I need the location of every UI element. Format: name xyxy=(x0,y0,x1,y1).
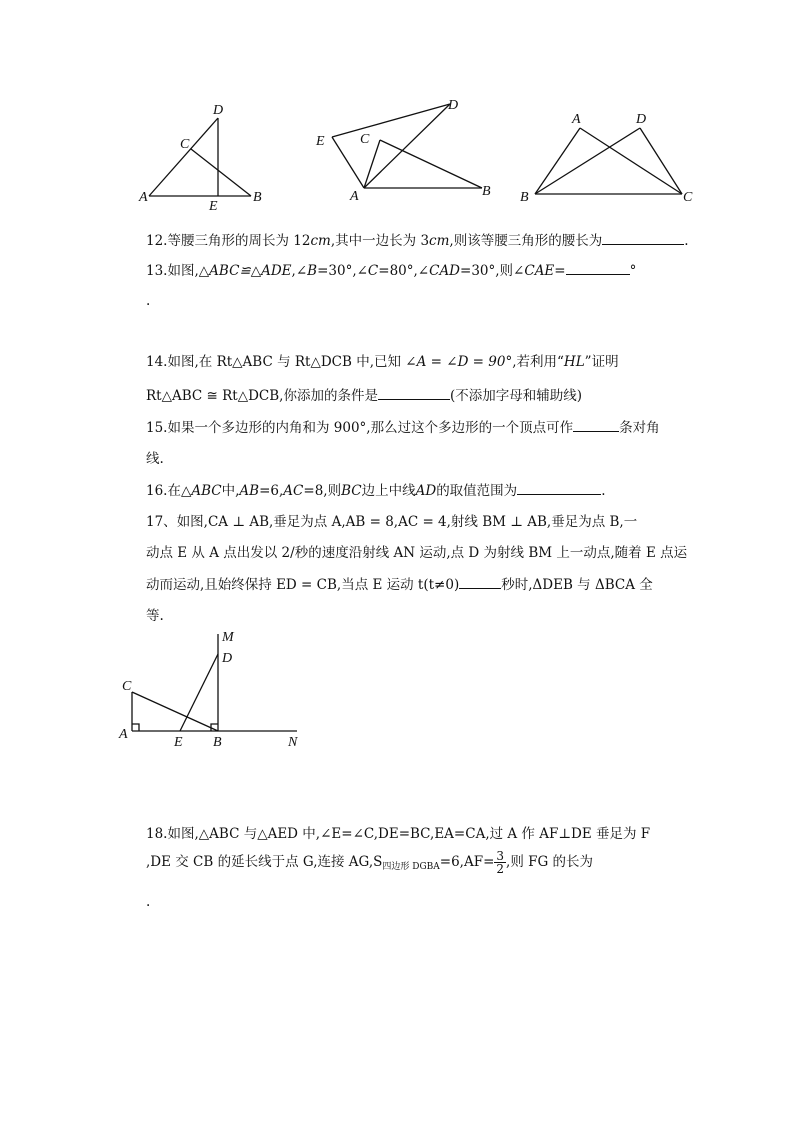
fig17-label-D: D xyxy=(222,651,233,666)
question-14-line2: Rt△ABC ≅ Rt△DCB,你添加的条件是 (不添加字母和辅助线) xyxy=(146,388,582,404)
fig2-label-E: E xyxy=(316,134,325,149)
q12-number: 12. xyxy=(146,233,168,249)
q13-number: 13. xyxy=(146,263,168,279)
fig3-label-C: C xyxy=(683,190,693,205)
fig2-label-A: A xyxy=(350,189,359,204)
question-14: 14.如图,在 Rt△ABC 与 Rt△DCB 中,已知 ∠A = ∠D = 90°,若利用“HL”证明 xyxy=(146,354,619,370)
question-13: 13.如图,△ABC≌△ADE,∠B=30°,∠C=80°,∠CAD=30°,则∠CAE= ° xyxy=(146,263,637,279)
question-15-line2: 线. xyxy=(146,451,164,467)
question-17-line2: 动点 E 从 A 点出发以 2/秒的速度沿射线 AN 运动,点 D 为射线 BM 上一动点,随着 E 点运 xyxy=(146,545,688,561)
q13-answer-blank[interactable] xyxy=(566,262,630,275)
q16-answer-blank[interactable] xyxy=(517,482,601,495)
fig17-label-A: A xyxy=(119,727,128,742)
fig1-label-A: A xyxy=(139,190,148,205)
fig17-label-M: M xyxy=(222,630,234,645)
fig17-label-C: C xyxy=(122,679,132,694)
question-18-line3: . xyxy=(146,894,151,910)
question-17-line3: 动而运动,且始终保持 ED = CB,当点 E 运动 t(t≠0) 秒时,ΔDEB 与 ΔBCA 全 xyxy=(146,577,653,593)
q12-answer-blank[interactable] xyxy=(602,232,684,245)
q15-number: 15. xyxy=(146,420,168,436)
fig17-label-N: N xyxy=(288,735,298,750)
figure-2 xyxy=(312,92,502,207)
fig1-label-D: D xyxy=(213,103,224,118)
fig3-label-B: B xyxy=(520,190,529,205)
fig2-label-C: C xyxy=(360,132,370,147)
figure-17 xyxy=(112,628,312,750)
figure-3 xyxy=(512,105,702,210)
fraction-3-over-2: $\frac{3}{2}$ xyxy=(496,849,505,876)
figure-1 xyxy=(136,100,276,215)
q17-answer-blank[interactable] xyxy=(459,576,501,589)
q17-number: 17、 xyxy=(146,514,177,530)
fig3-label-A: A xyxy=(572,112,581,127)
question-17: 17、如图,CA ⊥ AB,垂足为点 A,AB = 8,AC = 4,射线 BM ⊥ AB,垂足为点 B,一 xyxy=(146,514,638,530)
question-15: 15.如果一个多边形的内角和为 900°,那么过这个多边形的一个顶点可作 条对角 xyxy=(146,420,660,436)
fig1-label-B: B xyxy=(253,190,262,205)
fig17-label-B: B xyxy=(213,735,222,750)
fig2-label-B: B xyxy=(482,184,491,199)
q15-answer-blank[interactable] xyxy=(573,419,619,432)
q14-answer-blank[interactable] xyxy=(378,387,450,400)
fig3-label-D: D xyxy=(636,112,647,127)
fig1-label-C: C xyxy=(180,137,190,152)
q16-number: 16. xyxy=(146,483,168,499)
question-13-line2: . xyxy=(146,293,151,309)
q14-number: 14. xyxy=(146,354,168,370)
question-18: 18.如图,△ABC 与△AED 中,∠E=∠C,DE=BC,EA=CA,过 A 作 AF⊥DE 垂足为 F xyxy=(146,826,651,842)
fig2-label-D: D xyxy=(448,98,459,113)
question-16: 16.在△ABC中,AB=6,AC=8,则BC边上中线AD的取值范围为 . xyxy=(146,483,606,499)
question-17-line4: 等. xyxy=(146,608,164,624)
fig17-label-E: E xyxy=(174,735,183,750)
fig1-label-E: E xyxy=(209,199,218,214)
q18-number: 18. xyxy=(146,826,168,842)
question-18-line2: ,DE 交 CB 的延长线于点 G,连接 $AG,S_{四边形 DGBA}=6,AF=$ $\frac{3}{2}$ ,则 FG 的长为 xyxy=(146,849,594,876)
question-12: 12.等腰三角形的周长为 12cm,其中一边长为 3cm,则该等腰三角形的腰长为 . xyxy=(146,233,689,249)
